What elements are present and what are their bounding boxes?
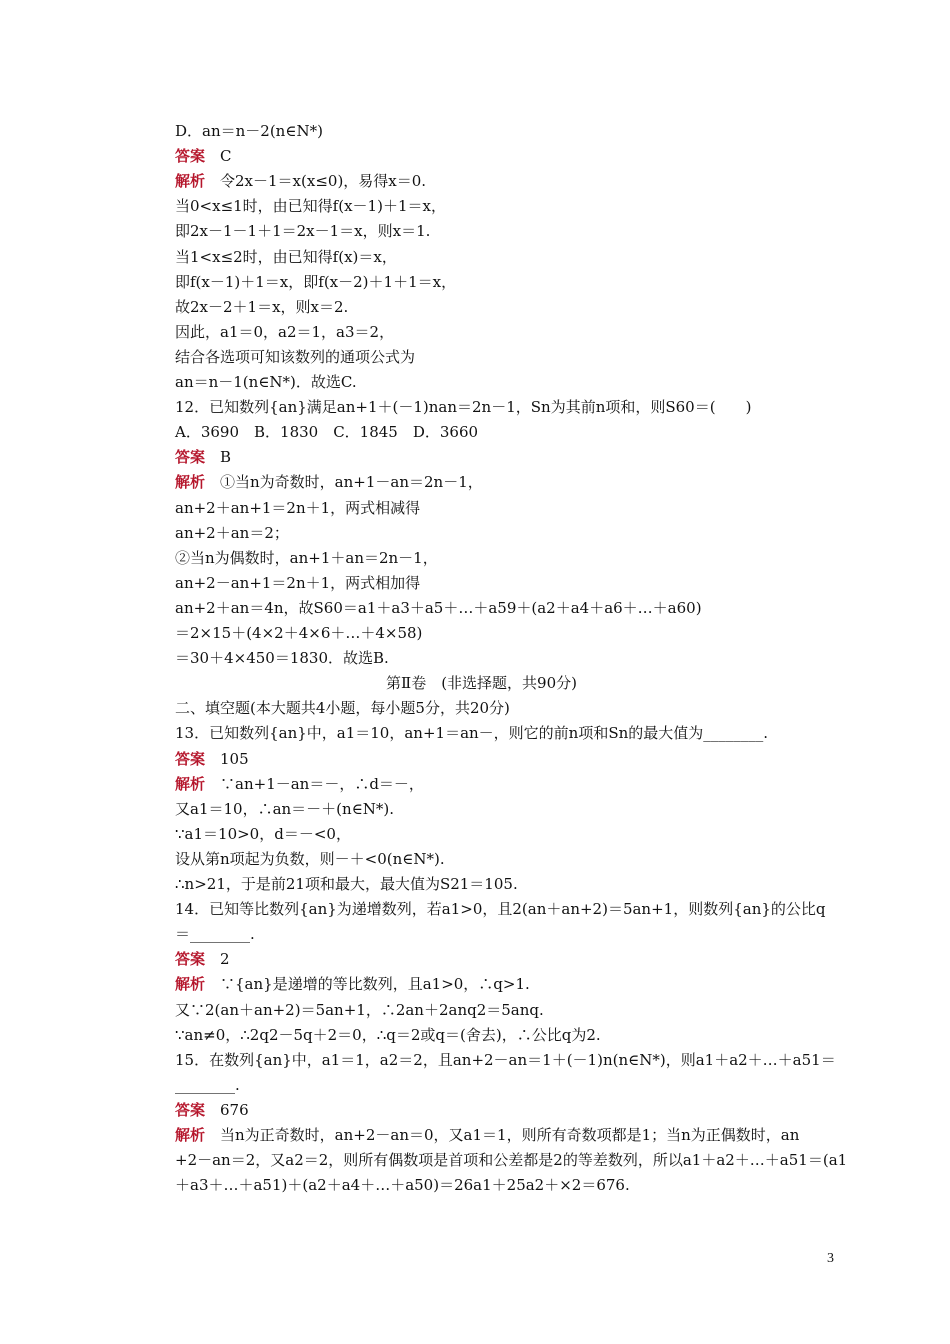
text-line	[175, 974, 530, 994]
answer-label: 答案	[175, 750, 206, 768]
line-text: A．3690 B．1830 C．1845 D．3660	[175, 423, 479, 441]
text-line	[175, 397, 751, 417]
line-text: 676	[205, 1101, 249, 1119]
text-line	[175, 272, 456, 292]
line-text: ＝30＋4×450＝1830．故选B.	[175, 649, 389, 667]
line-text: D．an＝n－2(n∈N*)	[175, 122, 323, 140]
line-text: 令2x－1＝x(x≤0)，易得x＝0.	[205, 172, 427, 190]
text-line	[175, 623, 422, 643]
page-number: 3	[827, 1251, 834, 1266]
line-text: ＝2×15＋(4×2＋4×6＋…＋4×58)	[175, 624, 423, 642]
line-text: C	[205, 147, 232, 165]
line-text: an+2＋an+1＝2n＋1，两式相减得	[175, 499, 421, 517]
line-text: 2	[205, 950, 230, 968]
text-line	[175, 723, 768, 743]
answer-label: 答案	[175, 950, 206, 968]
text-line	[175, 1150, 847, 1170]
line-text: ∴n>21，于是前21项和最大，最大值为S21＝105.	[175, 875, 518, 893]
line-text: ________.	[175, 1076, 240, 1094]
text-line	[175, 548, 438, 568]
text-line	[175, 698, 510, 718]
text-line	[175, 874, 518, 894]
text-line	[175, 472, 483, 492]
text-line	[175, 447, 231, 467]
analysis-label: 解析	[175, 975, 206, 993]
text-line	[175, 1100, 249, 1120]
answer-label: 答案	[175, 1101, 206, 1119]
line-text: ②当n为偶数时，an+1＋an＝2n－1，	[175, 549, 438, 567]
line-text: 14．已知等比数列{an}为递增数列，若a1>0，且2(an＋an+2)＝5an+1，则数列{an}的公比q	[175, 900, 826, 918]
line-text: 105	[205, 750, 249, 768]
line-text: an+2＋an＝4n，故S60＝a1＋a3＋a5＋…＋a59＋(a2＋a4＋a6＋…＋a60)	[175, 599, 702, 617]
line-text: 即f(x－1)＋1＝x，即f(x－2)＋1＋1＝x，	[175, 273, 457, 291]
line-text: 因此，a1＝0，a2＝1，a3＝2，	[175, 323, 395, 341]
answer-label: 答案	[175, 147, 206, 165]
text-line	[175, 121, 323, 141]
text-line	[175, 1125, 799, 1145]
text-line	[175, 1075, 240, 1095]
line-text: an＝n－1(n∈N*)．故选C.	[175, 373, 357, 391]
line-text: ①当n为奇数时，an+1－an＝2n－1，	[205, 473, 483, 491]
line-text: +2－an＝2，又a2＝2，则所有偶数项是首项和公差都是2的等差数列，所以a1＋a2＋…＋a51＝(a1	[175, 1151, 848, 1169]
text-line	[175, 824, 351, 844]
text-line	[175, 498, 420, 518]
line-text: B	[205, 448, 232, 466]
text-line	[175, 598, 702, 618]
text-line	[175, 422, 478, 442]
text-line	[175, 146, 232, 166]
line-text: ∵an+1－an＝－，∴d＝－，	[205, 775, 424, 793]
line-text: 当n为正奇数时，an+2－an＝0，又a1＝1，则所有奇数项都是1；当n为正偶数时，an	[205, 1126, 800, 1144]
text-line	[175, 1000, 544, 1020]
line-text: 13．已知数列{an}中，a1＝10，an+1＝an－，则它的前n项和Sn的最大值为________.	[175, 724, 769, 742]
text-line	[175, 899, 826, 919]
text-line	[175, 1050, 836, 1070]
analysis-label: 解析	[175, 1126, 206, 1144]
line-text: ＝________.	[175, 925, 255, 943]
text-line	[175, 247, 397, 267]
text-line	[175, 1175, 630, 1195]
text-line	[175, 924, 255, 944]
line-text: 二、填空题(本大题共4小题，每小题5分，共20分)	[175, 699, 510, 717]
line-text: 15．在数列{an}中，a1＝1，a2＝2，且an+2－an＝1＋(－1)n(n∈N*)，则a1＋a2＋…＋a51＝	[175, 1051, 836, 1069]
line-text: an+2－an+1＝2n＋1，两式相加得	[175, 574, 421, 592]
text-line	[386, 673, 577, 693]
analysis-label: 解析	[175, 775, 206, 793]
text-line	[175, 1025, 601, 1045]
text-line	[175, 749, 249, 769]
text-line	[175, 171, 426, 191]
line-text: ＋a3＋…＋a51)＋(a2＋a4＋…＋a50)＝26a1＋25a2＋×2＝676.	[175, 1176, 630, 1194]
line-text: ∵a1＝10>0，d＝－<0，	[175, 825, 351, 843]
line-text: 故2x－2＋1＝x，则x＝2.	[175, 298, 349, 316]
line-text: ∵an≠0，∴2q2－5q＋2＝0，∴q＝2或q＝(舍去)，∴公比q为2.	[175, 1026, 601, 1044]
text-line	[175, 849, 445, 869]
text-line	[175, 221, 430, 241]
line-text: 又a1＝10，∴an＝－＋(n∈N*).	[175, 800, 395, 818]
text-line	[175, 573, 420, 593]
text-line	[175, 648, 389, 668]
text-line	[175, 347, 415, 367]
line-text: 当0<x≤1时，由已知得f(x－1)＋1＝x，	[175, 197, 446, 215]
text-line	[175, 196, 446, 216]
analysis-label: 解析	[175, 172, 206, 190]
text-line	[175, 799, 394, 819]
answer-label: 答案	[175, 448, 206, 466]
line-text: 第Ⅱ卷 (非选择题，共90分)	[386, 674, 577, 692]
analysis-label: 解析	[175, 473, 206, 491]
text-line	[175, 523, 289, 543]
text-line	[175, 372, 357, 392]
text-line	[175, 297, 348, 317]
line-text: 设从第n项起为负数，则－＋<0(n∈N*).	[175, 850, 445, 868]
text-line	[175, 774, 424, 794]
text-line	[175, 949, 230, 969]
line-text: 当1<x≤2时，由已知得f(x)＝x，	[175, 248, 397, 266]
text-line	[175, 322, 394, 342]
line-text: 结合各选项可知该数列的通项公式为	[175, 348, 416, 366]
line-text: ∵{an}是递增的等比数列，且a1>0，∴q>1.	[205, 975, 530, 993]
line-text: 即2x－1－1＋1＝2x－1＝x，则x＝1.	[175, 222, 431, 240]
line-text: an+2＋an＝2；	[175, 524, 289, 542]
line-text: 又∵2(an＋an+2)＝5an+1，∴2an＋2anq2＝5anq.	[175, 1001, 544, 1019]
line-text: 12．已知数列{an}满足an+1＋(－1)nan＝2n－1，Sn为其前n项和，则S60＝( )	[175, 398, 752, 416]
